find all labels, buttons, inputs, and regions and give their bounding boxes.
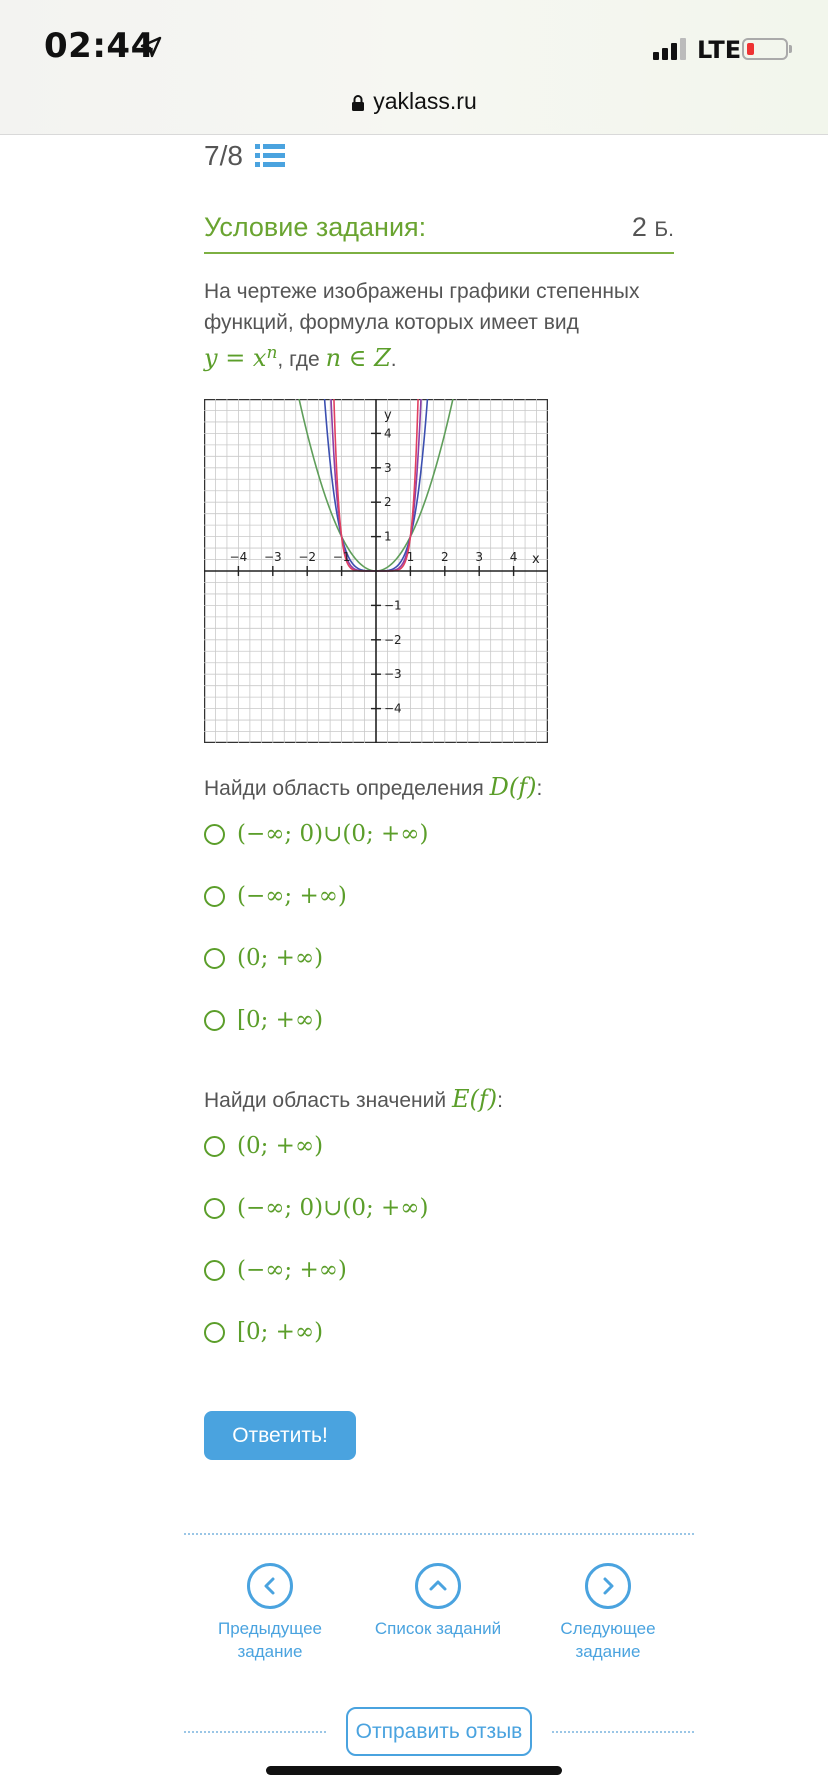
home-indicator — [266, 1766, 562, 1775]
question-range-symbol: E(f) — [451, 1085, 498, 1113]
question-domain-suffix: : — [536, 777, 543, 800]
x-tick-label: −3 — [263, 550, 282, 564]
points-value: 2 — [631, 212, 647, 242]
power-formula: y = x — [204, 344, 267, 372]
y-tick-label: 2 — [384, 495, 392, 510]
task-line-2: функций, формула которых имеет вид — [204, 311, 579, 334]
x-tick-label: 4 — [509, 550, 518, 564]
lock-icon — [351, 94, 365, 112]
condition-header — [204, 212, 674, 254]
task-description — [204, 276, 674, 375]
domain-option-1[interactable] — [204, 819, 428, 849]
domain-option-2[interactable] — [204, 881, 347, 911]
power-functions-graph — [204, 399, 548, 743]
y-axis-label: y — [384, 408, 392, 423]
question-domain-symbol: D(f) — [489, 773, 537, 801]
task-list-link[interactable] — [353, 1563, 523, 1640]
y-tick-label: −2 — [384, 632, 402, 647]
task-progress — [204, 140, 285, 172]
y-tick-label: 1 — [384, 529, 392, 544]
y-tick-label: −1 — [384, 598, 402, 613]
next-task-label-2: задание — [575, 1642, 641, 1661]
radio-button[interactable] — [204, 1198, 225, 1219]
y-tick-label: −4 — [384, 701, 402, 716]
radio-button[interactable] — [204, 1136, 225, 1157]
previous-task-link[interactable] — [185, 1563, 355, 1663]
battery-icon — [742, 38, 788, 60]
range-option-4[interactable] — [204, 1317, 323, 1347]
submit-answer-button[interactable]: Ответить! — [204, 1411, 356, 1460]
radio-button[interactable] — [204, 824, 225, 845]
question-range — [204, 1085, 503, 1113]
y-tick-label: 4 — [384, 426, 392, 441]
x-tick-label: −1 — [332, 550, 351, 564]
domain-option-4-label: [0; +∞) — [237, 1007, 324, 1033]
range-option-2-label: (−∞; 0)∪(0; +∞) — [237, 1195, 429, 1221]
divider-left — [184, 1731, 326, 1733]
task-list-label: Список заданий — [374, 1619, 502, 1638]
task-list-icon[interactable] — [255, 143, 285, 169]
next-task-label-1: Следующее — [560, 1619, 656, 1638]
task-period: . — [390, 348, 397, 371]
chevron-right-icon — [585, 1563, 631, 1609]
question-domain — [204, 773, 542, 801]
radio-button[interactable] — [204, 1010, 225, 1031]
range-option-1-label: (0; +∞) — [237, 1133, 324, 1159]
question-range-text: Найди область значений — [204, 1089, 447, 1112]
points-unit: Б. — [654, 218, 674, 241]
range-option-3-label: (−∞; +∞) — [237, 1257, 347, 1283]
location-arrow-icon — [140, 36, 162, 58]
range-option-4-label: [0; +∞) — [237, 1319, 324, 1345]
radio-button[interactable] — [204, 1260, 225, 1281]
radio-button[interactable] — [204, 948, 225, 969]
status-time: 02:44 — [44, 26, 155, 66]
battery-tip — [789, 45, 792, 53]
domain-option-4[interactable] — [204, 1005, 323, 1035]
address-bar[interactable] — [0, 88, 828, 115]
divider — [184, 1533, 694, 1535]
domain-option-3[interactable] — [204, 943, 323, 973]
progress-counter: 7/8 — [204, 140, 243, 171]
previous-task-label-2: задание — [237, 1642, 303, 1661]
x-tick-label: −4 — [229, 550, 248, 564]
where-text: , где — [277, 348, 320, 371]
x-axis-label: x — [532, 552, 540, 567]
range-option-2[interactable] — [204, 1193, 428, 1223]
graph-canvas — [204, 399, 548, 743]
domain-option-1-label: (−∞; 0)∪(0; +∞) — [237, 821, 429, 847]
question-range-suffix: : — [497, 1089, 503, 1112]
chevron-left-icon — [247, 1563, 293, 1609]
y-tick-label: −3 — [384, 667, 402, 682]
previous-task-label-1: Предыдущее — [217, 1619, 323, 1638]
y-tick-label: 3 — [384, 460, 392, 475]
x-tick-label: 3 — [475, 550, 484, 564]
status-and-url-bar — [0, 0, 828, 135]
task-line-3 — [204, 338, 674, 375]
set-formula: n ∈ Z — [325, 344, 391, 372]
divider-right — [552, 1731, 694, 1733]
network-type: LTE — [697, 36, 742, 64]
power-exponent: n — [266, 343, 278, 363]
task-line-1: На чертеже изображены графики степенных — [204, 280, 640, 303]
radio-button[interactable] — [204, 1322, 225, 1343]
next-task-link[interactable] — [523, 1563, 693, 1663]
condition-points — [632, 212, 674, 243]
x-tick-label: 2 — [440, 550, 449, 564]
x-tick-label: 1 — [406, 550, 415, 564]
x-tick-label: −2 — [298, 550, 317, 564]
condition-title: Условие задания: — [204, 212, 427, 242]
range-option-3[interactable] — [204, 1255, 347, 1285]
question-domain-text: Найди область определения — [204, 777, 484, 800]
chevron-up-icon — [415, 1563, 461, 1609]
range-option-1[interactable] — [204, 1131, 323, 1161]
radio-button[interactable] — [204, 886, 225, 907]
send-feedback-button[interactable]: Отправить отзыв — [346, 1707, 532, 1756]
domain-option-2-label: (−∞; +∞) — [237, 883, 347, 909]
domain-option-3-label: (0; +∞) — [237, 945, 324, 971]
signal-strength-icon — [653, 38, 686, 60]
url-text: yaklass.ru — [373, 88, 477, 114]
